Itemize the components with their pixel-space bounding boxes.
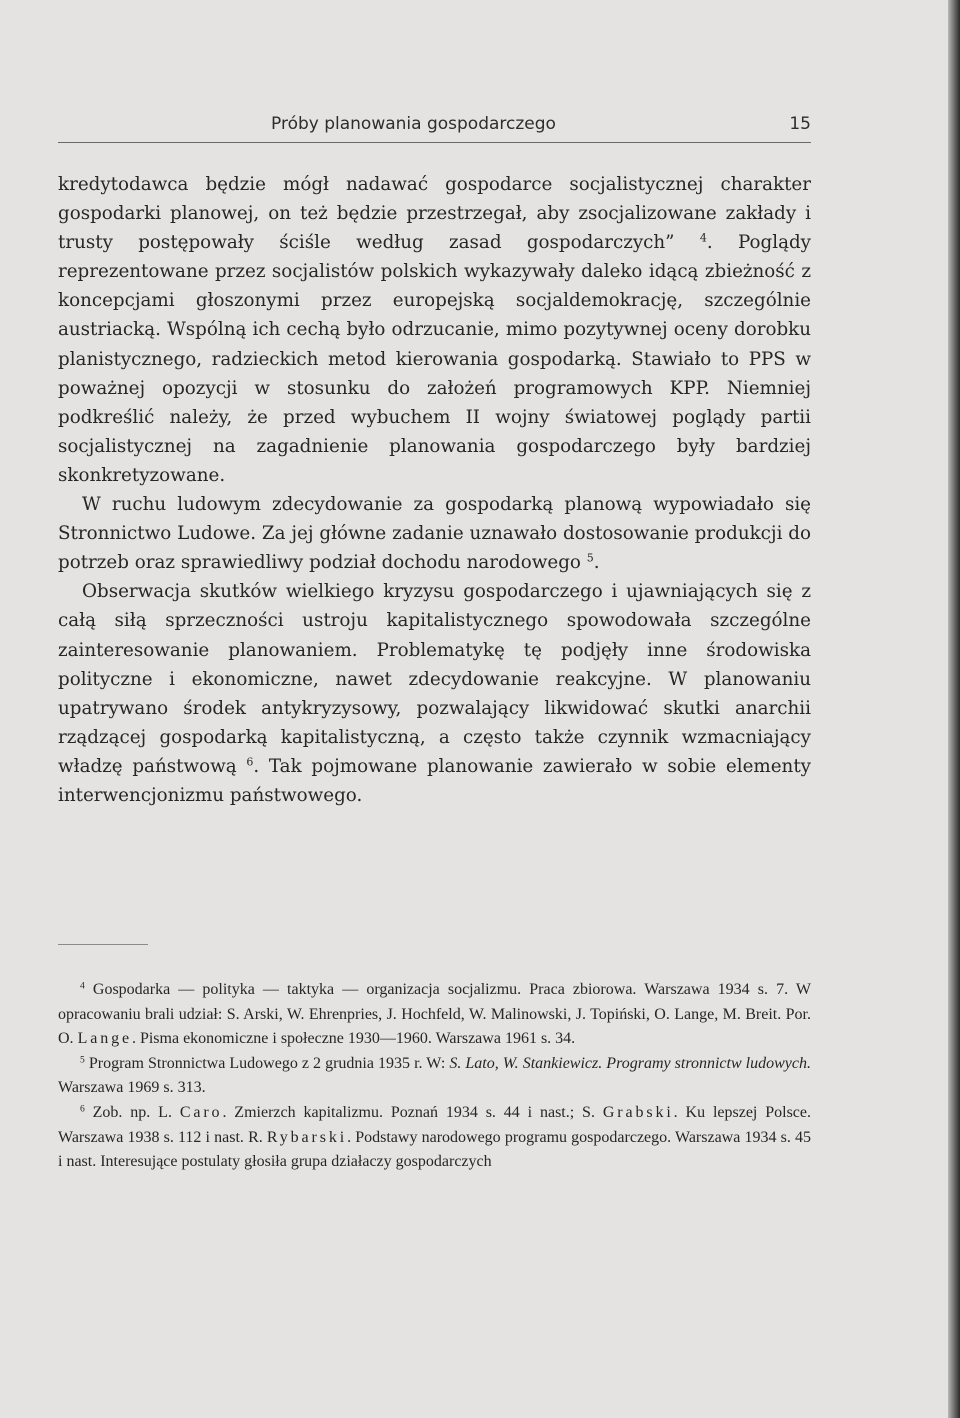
- footnote-6-text-d: . Podstawy narodowego programu gospodarczego. Warszawa 1934 s. 45 i nast. Interesujące postulaty głosiła grupa działaczy gospodarczych: [58, 1128, 812, 1171]
- paragraph-1: [58, 170, 811, 490]
- footnote-6-text-c: . Ku lepszej Polsce. Warszawa 1938 s. 112 i nast. R.: [58, 1103, 812, 1146]
- footnote-6-text-b: . Zmierzch kapitalizmu. Poznań 1934 s. 44 i nast.; S.: [222, 1103, 603, 1121]
- footnote-6-mark: 6: [80, 1103, 85, 1115]
- footnote-4: [58, 978, 811, 1052]
- footnote-6-author-3: Rybarski: [266, 1128, 348, 1146]
- footnote-6-author-1: Caro: [179, 1103, 223, 1121]
- paragraph-2-text-a: W ruchu ludowym zdecydowanie za gospodarką planową wypowiadało się Stronnictwo Ludowe. Za jej główne zadanie uznawało dostosowanie produkcji do potrzeb oraz sprawiedliwy podział dochodu narodowego: [58, 494, 811, 574]
- paragraph-3-text-b: . Tak pojmowane planowanie zawierało w sobie elementy interwencjonizmu państwowego.: [58, 755, 811, 806]
- footnote-4-text-a: Gospodarka — polityka — taktyka — organizacja socjalizmu. Praca zbiorowa. Warszawa 1934 s. 7. W opracowaniu brali udział: S. Arski, W. Ehrenpries, J. Hochfeld, W. Malinowski, J. Topiński, O. Lange, M. Breit. Por. O.: [58, 981, 811, 1048]
- footnote-5-mark: 5: [80, 1054, 85, 1066]
- footnote-5-text-a: Program Stronnictwa Ludowego z 2 grudnia 1935 r. W:: [84, 1054, 450, 1072]
- page-edge-shadow: [948, 0, 960, 1418]
- paragraph-2-text-b: .: [593, 552, 600, 574]
- running-head-title: Próby planowania gospodarczego: [271, 114, 556, 134]
- footnotes: [58, 978, 811, 1175]
- footnote-separator: [58, 944, 148, 945]
- paragraph-3-text-a: Obserwacja skutków wielkiego kryzysu gospodarczego i ujawniających się z całą siłą sprzeczności ustroju kapitalistycznego spowodowała szczególne zainteresowanie planowaniem. Problematykę tę podjęły inne środowiska polityczne i ekonomiczne, nawet zdecydowanie reakcyjne. W planowaniu upatrywano środek antykryzysowy, pozwalający likwidować skutki anarchii rządzącej gospodarką kapitalistyczną, a często także czynnik wzmacniający władzę państwową: [58, 581, 811, 777]
- footnote-4-mark: 4: [80, 980, 85, 992]
- main-text: [58, 170, 811, 810]
- footnote-ref-5[interactable]: 5: [586, 551, 594, 565]
- footnote-4-author: Lange: [77, 1030, 132, 1048]
- footnote-ref-6[interactable]: 6: [246, 755, 254, 769]
- page-number: 15: [789, 114, 811, 134]
- paragraph-2: [58, 490, 811, 577]
- paragraph-1-text-b: . Poglądy reprezentowane przez socjalistów polskich wykazywały daleko idącą zbieżność z koncepcjami głoszonymi przez europejską socjaldemokrację, szczególnie austriacką. Wspólną ich cechą było odrzucanie, mimo pozytywnej oceny dorobku planistycznego, radzieckich metod kierowania gospodarką. Stawiało to PPS w poważnej opozycji w stosunku do założeń programowych KPP. Niemniej podkreślić należy, że przed wybuchem II wojny światowej poglądy partii socjalistycznej na zagadnienie planowania gospodarczego były bardziej skonkretyzowane.: [58, 232, 811, 486]
- running-head: [58, 114, 811, 138]
- footnote-6-author-2: Grabski: [602, 1103, 674, 1121]
- footnote-5-italic: S. Lato, W. Stankiewicz. Programy stronnictw ludowych.: [449, 1054, 811, 1072]
- footnote-5-text-b: Warszawa 1969 s. 313.: [58, 1079, 206, 1097]
- header-rule: [58, 142, 811, 143]
- footnote-6: [58, 1101, 811, 1175]
- paragraph-1-text-a: kredytodawca będzie mógł nadawać gospodarce socjalistycznej charakter gospodarki planowej, on też będzie przestrzegał, aby zsocjalizowane zakłady i trusty postępowały ściśle według zasad gospodarczych”: [58, 174, 811, 254]
- footnote-5: [58, 1052, 811, 1101]
- footnote-4-text-b: . Pisma ekonomiczne i społeczne 1930—1960. Warszawa 1961 s. 34.: [131, 1030, 576, 1048]
- footnote-ref-4[interactable]: 4: [699, 231, 707, 245]
- paragraph-3: [58, 577, 811, 810]
- footnote-6-text-a: Zob. np. L.: [84, 1103, 180, 1121]
